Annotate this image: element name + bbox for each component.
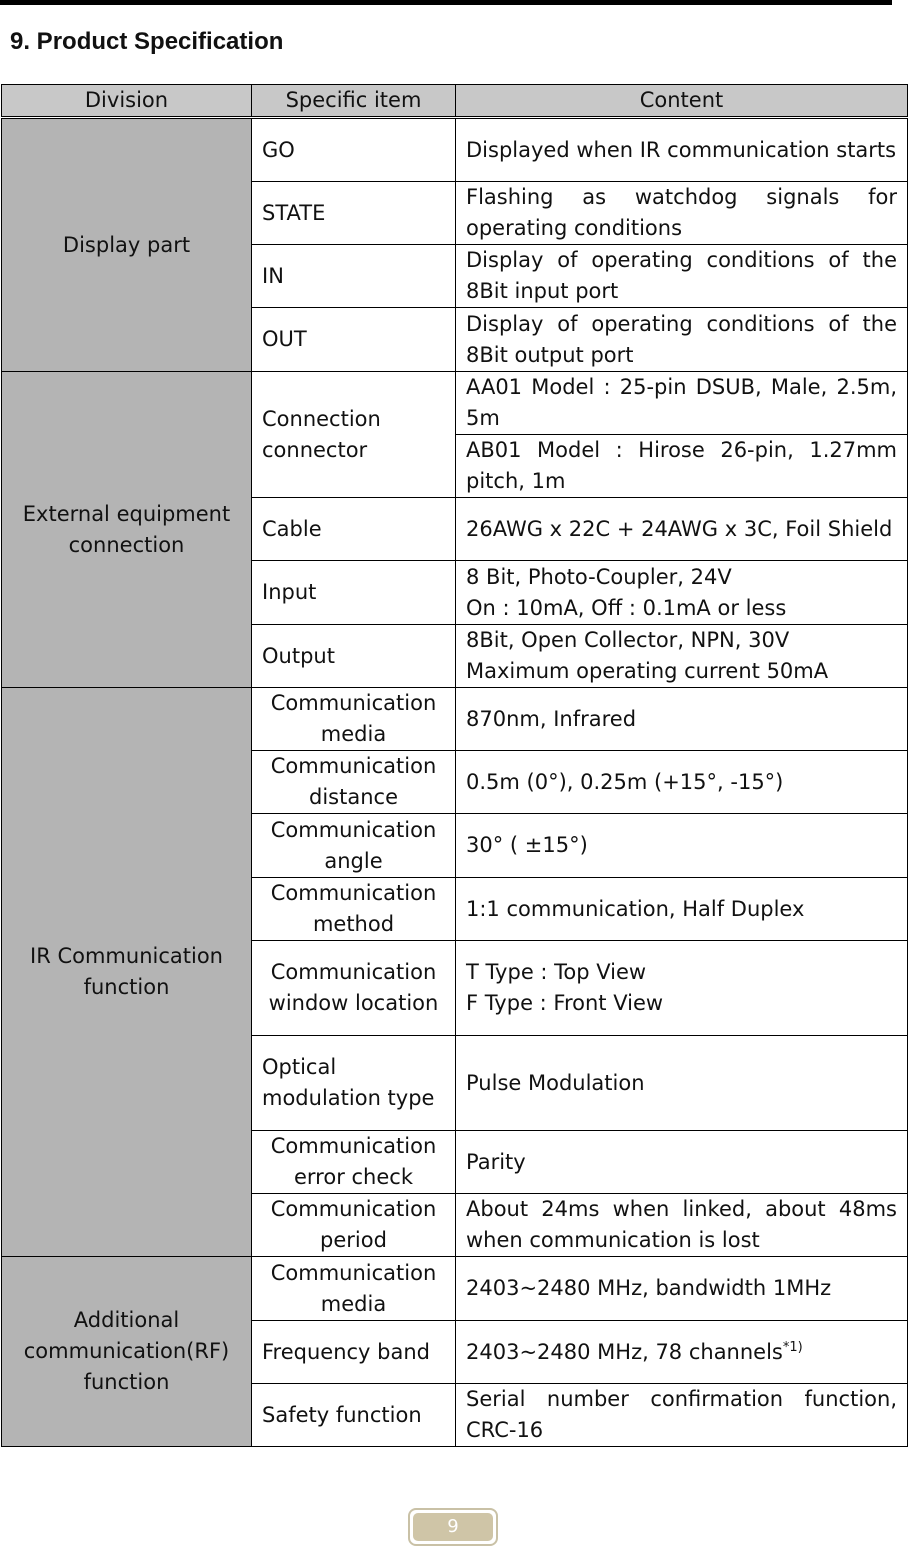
item-rf-safety: Safety function xyxy=(252,1384,456,1447)
content-state: Flashing as watchdog signals for operating conditions xyxy=(456,182,908,245)
content-rf-band xyxy=(456,1321,908,1384)
content-go: Displayed when IR communication starts xyxy=(456,118,908,182)
item-ir-error: Communication error check xyxy=(252,1131,456,1194)
content-ir-window-line1: T Type : Top View xyxy=(466,960,647,984)
content-ir-error: Parity xyxy=(456,1131,908,1194)
page-number-badge xyxy=(408,1508,498,1546)
item-ir-modulation: Optical modulation type xyxy=(252,1036,456,1131)
content-output-line1: 8Bit, Open Collector, NPN, 30V xyxy=(466,628,790,652)
division-rf: Additional communication(RF) function xyxy=(2,1257,252,1447)
content-ir-window-line2: F Type : Front View xyxy=(466,991,664,1015)
header-row xyxy=(2,85,908,118)
content-input-line1: 8 Bit, Photo-Coupler, 24V xyxy=(466,564,732,589)
header-division: Division xyxy=(2,85,252,118)
footnote-marker: *1) xyxy=(782,1339,803,1355)
item-ir-angle: Communication angle xyxy=(252,814,456,878)
item-ir-media: Communication media xyxy=(252,688,456,751)
item-ir-distance: Communication distance xyxy=(252,751,456,814)
content-rf-media: 2403~2480 MHz, bandwidth 1MHz xyxy=(456,1257,908,1321)
table-row xyxy=(2,1257,908,1321)
content-input-line2: On : 10mA, Off : 0.1mA or less xyxy=(466,595,787,620)
content-connector-aa01: AA01 Model : 25-pin DSUB, Male, 2.5m, 5m xyxy=(456,372,908,435)
spec-table xyxy=(1,84,908,1447)
table-row xyxy=(2,372,908,435)
content-ir-method: 1:1 communication, Half Duplex xyxy=(456,878,908,941)
item-ir-window: Communication window location xyxy=(252,941,456,1036)
division-display: Display part xyxy=(2,118,252,372)
content-input xyxy=(456,561,908,625)
content-output xyxy=(456,625,908,688)
content-ir-window xyxy=(456,941,908,1036)
header-content: Content xyxy=(456,85,908,118)
item-state: STATE xyxy=(252,182,456,245)
division-ir: IR Communication function xyxy=(2,688,252,1257)
table-row xyxy=(2,118,908,182)
page-title: 9. Product Specification xyxy=(10,28,284,55)
content-rf-band-text: 2403~2480 MHz, 78 channels xyxy=(466,1339,783,1364)
item-connector: Connection connector xyxy=(252,372,456,498)
item-rf-media: Communication media xyxy=(252,1257,456,1321)
top-rule xyxy=(0,0,892,5)
content-output-line2: Maximum operating current 50mA xyxy=(466,659,829,683)
content-cable: 26AWG x 22C + 24AWG x 3C, Foil Shield xyxy=(456,498,908,561)
content-ir-period: About 24ms when linked, about 48ms when communication is lost xyxy=(456,1194,908,1257)
item-cable: Cable xyxy=(252,498,456,561)
item-output: Output xyxy=(252,625,456,688)
item-go: GO xyxy=(252,118,456,182)
content-ir-distance: 0.5m (0°), 0.25m (+15°, -15°) xyxy=(456,751,908,814)
content-rf-safety: Serial number confirmation function, CRC-16 xyxy=(456,1384,908,1447)
content-ir-angle: 30° ( ±15°) xyxy=(456,814,908,878)
header-item: Specific item xyxy=(252,85,456,118)
item-rf-band: Frequency band xyxy=(252,1321,456,1384)
content-out: Display of operating conditions of the 8Bit output port xyxy=(456,308,908,372)
item-out: OUT xyxy=(252,308,456,372)
content-ir-media: 870nm, Infrared xyxy=(456,688,908,751)
table-row xyxy=(2,688,908,751)
content-ir-modulation: Pulse Modulation xyxy=(456,1036,908,1131)
content-in: Display of operating conditions of the 8Bit input port xyxy=(456,245,908,308)
content-connector-ab01: AB01 Model : Hirose 26-pin, 1.27mm pitch, 1m xyxy=(456,435,908,498)
item-in: IN xyxy=(252,245,456,308)
item-input: Input xyxy=(252,561,456,625)
item-ir-period: Communication period xyxy=(252,1194,456,1257)
division-external: External equipment connection xyxy=(2,372,252,688)
item-ir-method: Communication method xyxy=(252,878,456,941)
page-number: 9 xyxy=(413,1513,493,1541)
